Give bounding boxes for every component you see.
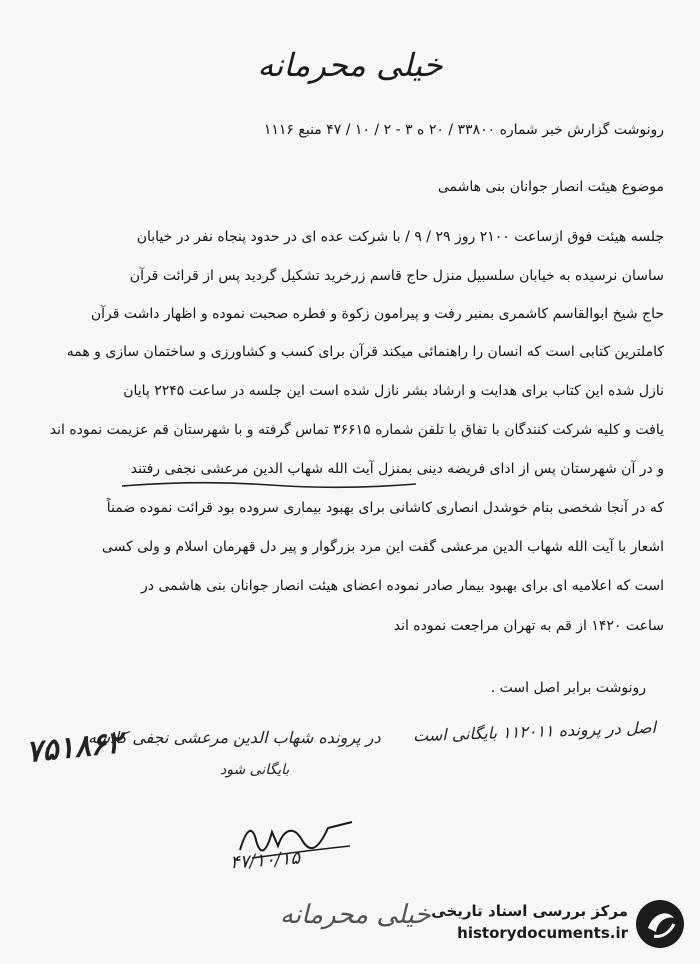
body-line: کاملترین کتابی است که انسان را راهنمائی میکند قرآن برای کسب و کشاورزی و ساختمان سازی و همه <box>66 344 664 360</box>
report-subject-line: رونوشت گزارش خبر شماره ۳۳۸۰۰ / ۲۰ ه ۳ - ۲ / ۱۰ / ۴۷ منبع ۱۱۱۶ <box>263 122 664 138</box>
body-line: و در آن شهرستان پس از ادای فریضه دینی بمنزل آیت الله شهاب الدین مرعشی نجفی رفتند <box>130 461 664 477</box>
body-line: اشعار با آیت الله شهاب الدین مرعشی گفت این مرد بزرگوار و پیر دل قهرمان اسلام و ولی کسی <box>101 539 664 555</box>
body-line: یافت و کلیه شرکت کنندگان با تفاق با تلفن شماره ۳۶۶۱۵ تماس گرفته و با شهرستان قم عزیمت نموده اند <box>49 422 664 438</box>
body-line: حاج شیخ ابوالقاسم کاشمری بمنبر رفت و پیرامون زکوة و فطره صحبت نموده و اظهار داشت قرآن <box>90 306 664 322</box>
body-line: جلسه هیئت فوق ازساعت ۲۱۰۰ روز ۲۹ / ۹ / با شرکت عده ای در حدود پنجاه نفر در خیابان <box>136 229 664 245</box>
archive-watermark <box>386 896 686 956</box>
underline-stroke <box>120 476 420 496</box>
handwritten-date: ۴۷/۱۰/۱۵ <box>229 847 301 874</box>
body-line: ساعت ۱۴۲۰ از قم به تهران مراجعت نموده اند <box>393 618 664 634</box>
copy-certification: رونوشت برابر اصل است . <box>490 680 646 696</box>
watermark-url[interactable]: historydocuments.ir <box>457 924 628 942</box>
body-line: ساسان نرسیده به خیابان سلسبیل منزل حاج قاسم زرخرید تشکیل گردید پس از قرائت قرآن <box>129 268 664 284</box>
body-line: نازل شده این کتاب برای هدایت و ارشاد بشر نازل شده است این جلسه در ساعت ۲۲۴۵ پایان <box>123 383 664 399</box>
handwritten-file-number: ۷۵۱۸۶۲ <box>24 725 125 770</box>
body-line: که در آنجا شخصی بنام خوشدل انصاری کاشانی برای بهبود بیماری سروده بود قرائت نموده ضمناً <box>106 500 664 516</box>
report-topic: موضوع هیئت انصار جوانان بنی هاشمی <box>437 179 664 195</box>
watermark-org-name: مرکز بررسی اسناد تاریخی <box>431 902 628 920</box>
archive-logo-icon <box>634 898 686 950</box>
classification-footer-stamp: خیلی محرمانه <box>280 900 431 930</box>
body-line: است که اعلامیه ای برای بهبود بیمار صادر نموده اعضای هیئت انصار جوانان بنی هاشمی در <box>141 578 664 594</box>
handwritten-archive-note: اصل در پرونده ۱۱۲۰۱۱ بایگانی است <box>412 717 657 746</box>
handwritten-file-note: در پرونده شهاب الدین مرعشی نجفی کلاسه <box>88 728 381 747</box>
classification-header: خیلی محرمانه <box>257 46 443 84</box>
handwritten-archive-instruction: بایگانی شود <box>220 762 290 778</box>
